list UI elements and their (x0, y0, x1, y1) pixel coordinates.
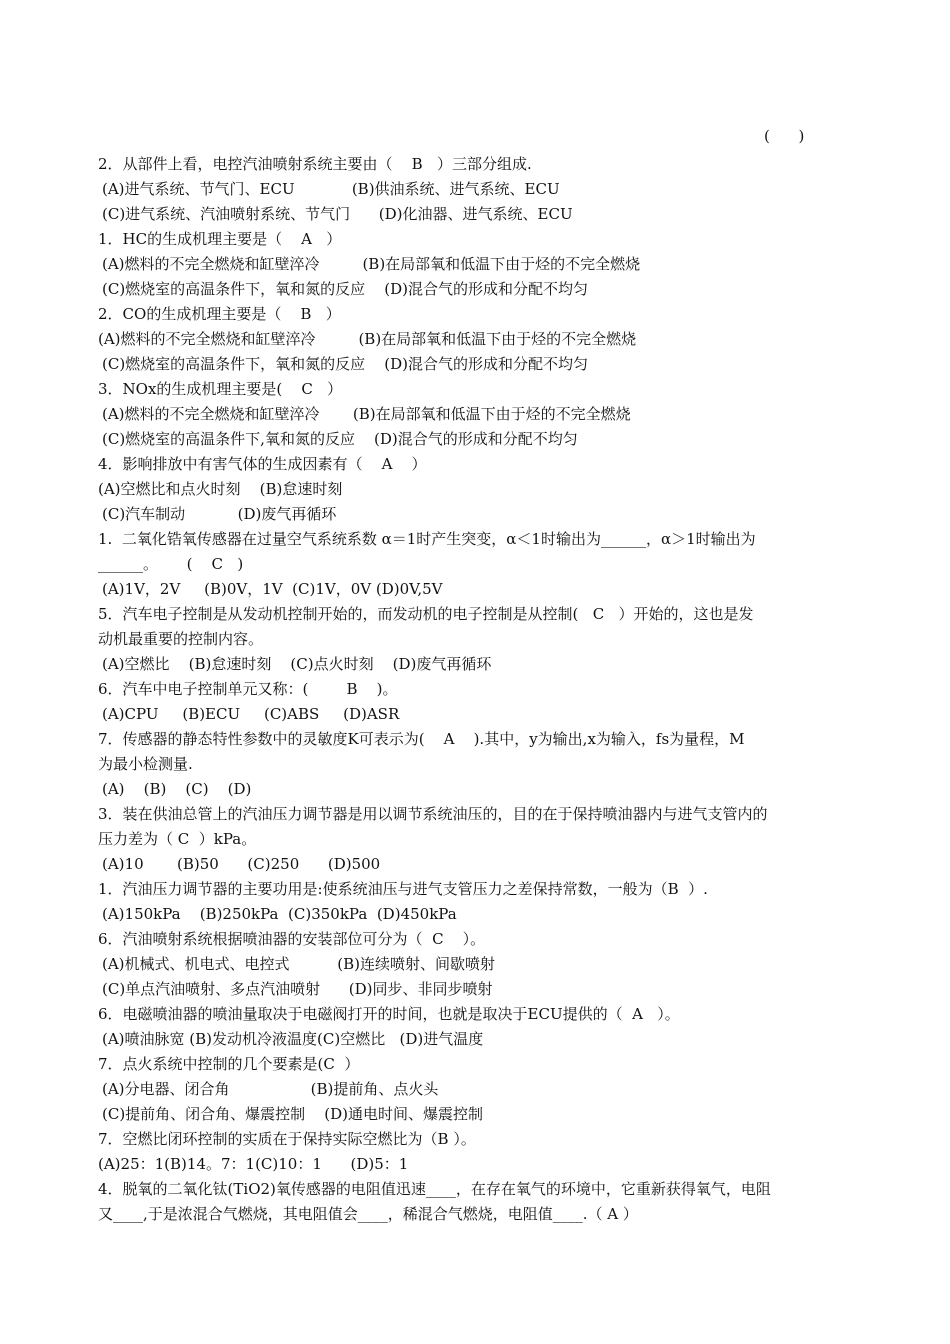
question-list (98, 152, 858, 1227)
text-line: (A)燃料的不完全燃烧和缸壁淬冷 (B)在局部氧和低温下由于烃的不完全燃烧 (102, 405, 631, 423)
text-line: 压力差为（ C ）kPa。 (98, 830, 257, 848)
text-line: (A) (B) (C) (D) (102, 780, 252, 798)
text-line: 动机最重要的控制内容。 (98, 630, 264, 648)
text-line: 6．汽油喷射系统根据喷油器的安装部位可分为（ C ）。 (98, 930, 486, 948)
text-line: (A)分电器、闭合角 (B)提前角、点火头 (102, 1080, 439, 1098)
text-line: (A)25：1(B)14。7：1(C)10：1 (D)5：1 (98, 1155, 409, 1173)
text-line: 1．汽油压力调节器的主要功用是:使系统油压与进气支管压力之差保持常数，一般为（B ）. (98, 880, 708, 898)
text-line: 7．点火系统中控制的几个要素是(C ） (98, 1055, 360, 1073)
text-line: 6．电磁喷油器的喷油量取决于电磁阀打开的时间，也就是取决于ECU提供的（ A ）。 (98, 1005, 680, 1023)
text-line: (A)进气系统、节气门、ECU (B)供油系统、进气系统、ECU (102, 180, 560, 198)
text-line: (C)燃烧室的高温条件下，氧和氮的反应 (D)混合气的形成和分配不均匀 (102, 355, 588, 373)
text-line: (C)汽车制动 (D)废气再循环 (102, 505, 337, 523)
text-line: (A)1V，2V (B)0V，1V (C)1V，0V (D)0V,5V (102, 580, 443, 598)
text-line: (A)150kPa (B)250kPa (C)350kPa (D)450kPa (102, 905, 457, 923)
text-line: ______。 ( C ) (98, 555, 244, 573)
text-line: 为最小检测量. (98, 755, 193, 773)
text-line: (A)空燃比和点火时刻 (B)怠速时刻 (98, 480, 343, 498)
text-line: (C)进气系统、汽油喷射系统、节气门 (D)化油器、进气系统、ECU (102, 205, 573, 223)
text-line: 7．空燃比闭环控制的实质在于保持实际空燃比为（B ）。 (98, 1130, 476, 1148)
text-line: 2．从部件上看，电控汽油喷射系统主要由（ B ）三部分组成. (98, 155, 532, 173)
text-line: (A)10 (B)50 (C)250 (D)500 (102, 855, 381, 873)
text-line: (C)提前角、闭合角、爆震控制 (D)通电时间、爆震控制 (102, 1105, 483, 1123)
text-line: 1．HC的生成机理主要是（ A ） (98, 230, 342, 248)
text-line: 7．传感器的静态特性参数中的灵敏度K可表示为( A ).其中，y为输出,x为输入，fs为量程，M (98, 730, 745, 748)
text-line: (A)机械式、机电式、电控式 (B)连续喷射、间歇喷射 (102, 955, 495, 973)
text-line: (C)单点汽油喷射、多点汽油喷射 (D)同步、非同步喷射 (102, 980, 493, 998)
text-line: 又____,于是浓混合气燃烧，其电阻值会____，稀混合气燃烧，电阻值____.（ A ） (98, 1205, 638, 1223)
text-line: (A)燃料的不完全燃烧和缸壁淬冷 (B)在局部氧和低温下由于烃的不完全燃烧 (102, 255, 641, 273)
text-line: (A)空燃比 (B)怠速时刻 (C)点火时刻 (D)废气再循环 (102, 655, 492, 673)
text-line: (C)燃烧室的高温条件下，氧和氮的反应 (D)混合气的形成和分配不均匀 (102, 280, 588, 298)
text-line: 3．装在供油总管上的汽油压力调节器是用以调节系统油压的，目的在于保持喷油器内与进气支管内的 (98, 805, 768, 823)
text-line: (A)喷油脉宽 (B)发动机冷液温度(C)空燃比 (D)进气温度 (102, 1030, 484, 1048)
text-line: (A)燃料的不完全燃烧和缸壁淬冷 (B)在局部氧和低温下由于烃的不完全燃烧 (98, 330, 637, 348)
text-line: 2．CO的生成机理主要是（ B ） (98, 305, 341, 323)
text-line: 3．NOx的生成机理主要是( C ） (98, 380, 343, 398)
text-line: 6．汽车中电子控制单元又称：( B )。 (98, 680, 398, 698)
text-line: 1. 二氧化锆氧传感器在过量空气系统系数 α＝1时产生突变，α＜1时输出为______，α＞1时输出为 (98, 530, 756, 548)
text-line: (C)燃烧室的高温条件下,氧和氮的反应 (D)混合气的形成和分配不均匀 (102, 430, 578, 448)
text-line: 5．汽车电子控制是从发动机控制开始的，而发动机的电子控制是从控制( C ）开始的，这也是发 (98, 605, 754, 623)
text-line: 4．脱氧的二氧化钛(TiO2)氧传感器的电阻值迅速____，在存在氧气的环境中，它重新获得氧气，电阻 (98, 1180, 771, 1198)
answer-bracket: ( ) (764, 127, 805, 145)
text-line: 4．影响排放中有害气体的生成因素有（ A ） (98, 455, 427, 473)
text-line: (A)CPU (B)ECU (C)ABS (D)ASR (102, 705, 400, 723)
